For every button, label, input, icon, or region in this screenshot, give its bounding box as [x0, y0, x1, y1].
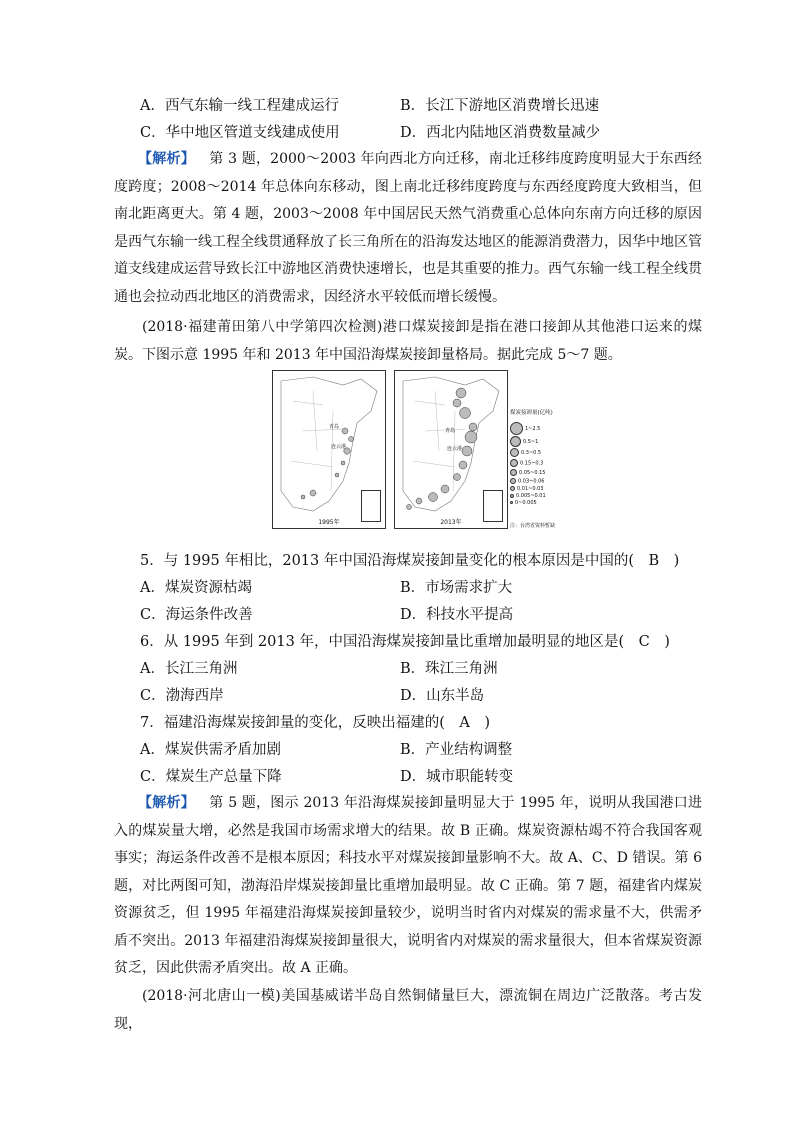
analysis-paragraph-2: [114, 790, 702, 983]
map-1995: [272, 370, 386, 529]
map-1995-label: 1995年: [318, 519, 340, 526]
analysis-paragraph-1: [114, 146, 702, 311]
coal-map-figure: [272, 370, 556, 532]
q7-option-d: D．城市职能转变: [400, 769, 514, 785]
legend-note: 注：台湾省资料暂缺: [510, 523, 556, 529]
legend-item: 0~0.005: [510, 500, 537, 506]
question-5-stem: 5．与 1995 年相比，2013 年中国沿海煤炭接卸量变化的根本原因是中国的( B ): [140, 553, 680, 569]
legend-item: 0.03~0.06: [510, 478, 544, 485]
q5-option-d: D．科技水平提高: [400, 607, 514, 623]
q6-option-d: D．山东半岛: [400, 688, 485, 704]
analysis-text: 第 5 题，图示 2013 年沿海煤炭接卸量明显大于 1995 年，说明从我国港口进入的煤炭量大增，必然是我国市场需求增大的结果。故 B 正确。煤炭资源枯竭不符合我国客观事实；海运条件改善不是根本原因；科技水平对煤炭接卸量影响不大。故 A、C、D 错误。第 6 题，对比两图可知，渤海沿岸煤炭接卸量比重增加最明显。故 C 正确。第 7 题，福建省内煤炭资源贫乏，但 1995 年福建沿海煤炭接卸量较少，说明当时省内对煤炭的需求量不大，供需矛盾不突出。2013 年福建沿海煤炭接卸量很大，说明省内对煤炭的需求量很大，但本省煤炭资源贫乏，因此供需矛盾突出。故 A 正确。: [114, 795, 703, 976]
legend-item: 0.3~0.5: [510, 448, 541, 457]
question-intro: (2018·福建莆田第八中学第四次检测)港口煤炭接卸是指在港口接卸从其他港口运来的煤炭。下图示意 1995 年和 2013 年中国沿海煤炭接卸量格局。据此完成 5～7 题。: [114, 319, 702, 363]
option-a: A．西气东输一线工程建成运行: [140, 98, 339, 114]
legend-item: 0.005~0.01: [510, 493, 546, 499]
option-d: D．西北内陆地区消费数量减少: [400, 125, 601, 141]
legend-item: 0.05~0.15: [510, 469, 545, 476]
next-question-intro: (2018·河北唐山一模)美国基威诺半岛自然铜储量巨大，漂流铜在周边广泛散落。考古发现，: [114, 988, 702, 1032]
analysis-tag: 【解析】: [138, 151, 195, 167]
q6-option-c: C．渤海西岸: [140, 688, 224, 704]
q5-option-b: B．市场需求扩大: [400, 580, 513, 596]
q5-option-c: C．海运条件改善: [140, 607, 253, 623]
q5-option-a: A．煤炭资源枯竭: [140, 580, 252, 596]
legend-item: 1~2.5: [510, 422, 540, 435]
city-label: 连云港: [331, 444, 347, 450]
q7-option-a: A．煤炭供需矛盾加剧: [140, 742, 281, 758]
city-label: 连云港: [447, 446, 463, 452]
q6-option-b: B．珠江三角洲: [400, 661, 498, 677]
city-label: 青岛: [445, 428, 456, 434]
city-label: 青岛: [329, 424, 340, 430]
q6-option-a: A．长江三角洲: [140, 661, 238, 677]
map-legend: [510, 370, 556, 532]
map-2013-label: 2013年: [440, 519, 462, 526]
q7-option-b: B．产业结构调整: [400, 742, 513, 758]
map-2013: [394, 370, 508, 529]
q7-option-c: C．煤炭生产总量下降: [140, 769, 282, 785]
option-c: C．华中地区管道支线建成使用: [140, 125, 340, 141]
question-6-stem: 6．从 1995 年到 2013 年，中国沿海煤炭接卸量比重增加最明显的地区是( C ): [140, 634, 670, 650]
legend-item: 0.01~0.03: [510, 486, 543, 492]
option-b: B．长江下游地区消费增长迅速: [400, 98, 600, 114]
analysis-tag: 【解析】: [138, 795, 195, 811]
legend-title: 煤炭接卸量(亿吨): [510, 410, 553, 416]
analysis-text: 第 3 题，2000～2003 年向西北方向迁移，南北迁移纬度跨度明显大于东西经度跨度；2008～2014 年总体向东移动，图上南北迁移纬度跨度与东西经度跨度大致相当，但南北距离更大。第 4 题，2003～2008 年中国居民天然气消费重心总体向东南方向迁移的原因是西气东输一线工程全线贯通释放了长三角所在的沿海发达地区的能源消费潜力，因华中地区管道支线建成运营导致长江中游地区消费快速增长，也是其重要的推力。西气东输一线工程全线贯通也会拉动西北地区的消费需求，因经济水平较低而增长缓慢。: [114, 151, 703, 305]
legend-item: 0.5~1: [510, 436, 538, 447]
legend-item: 0.15~0.3: [510, 459, 543, 467]
question-7-stem: 7．福建沿海煤炭接卸量的变化，反映出福建的( A ): [140, 715, 491, 731]
